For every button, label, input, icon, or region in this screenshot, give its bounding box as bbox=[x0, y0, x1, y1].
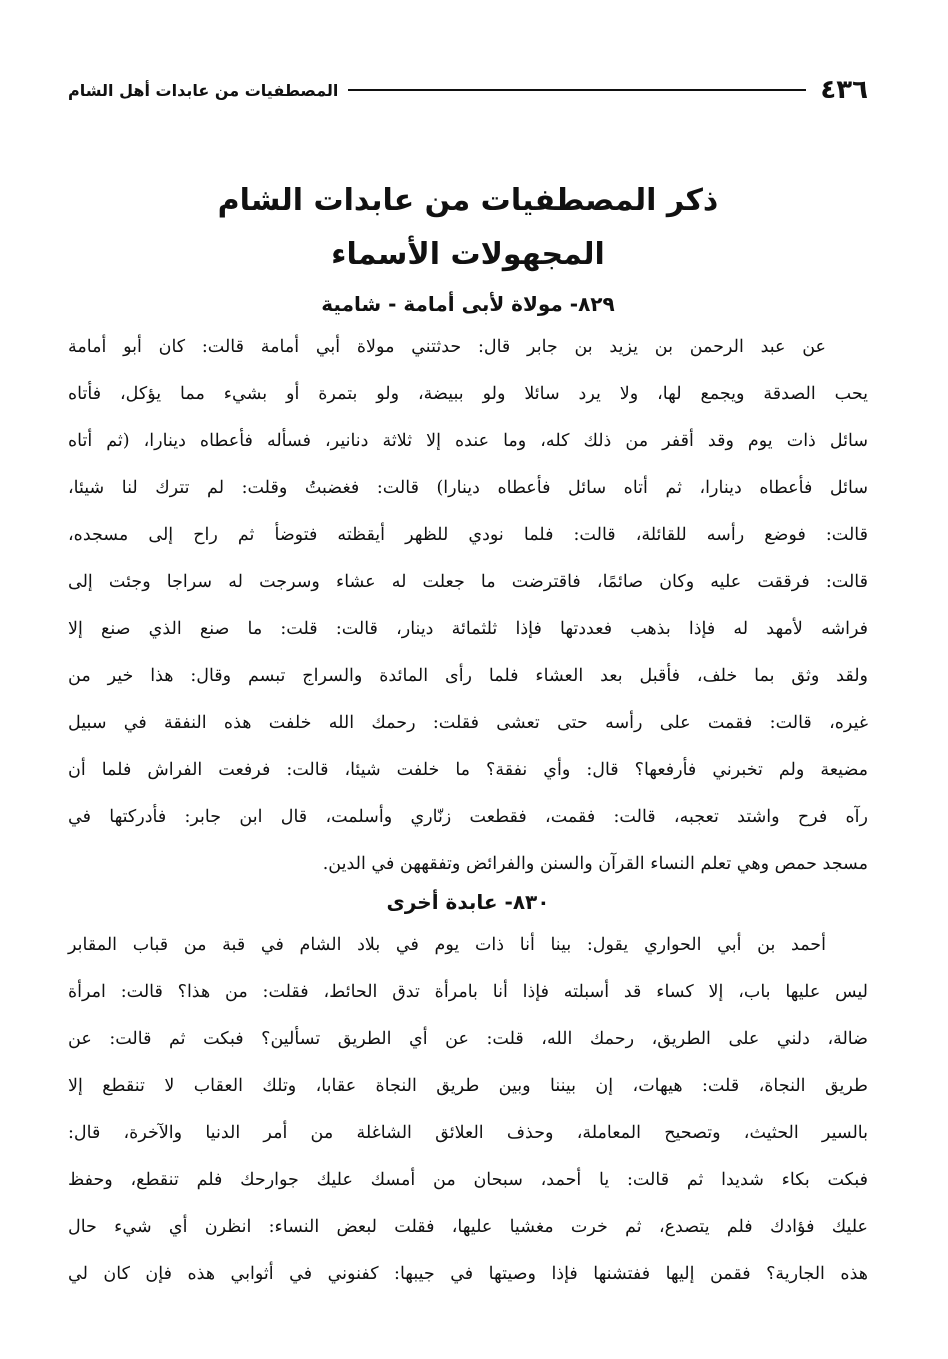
entry-heading-830: ٨٣٠- عابدة أخرى bbox=[386, 890, 550, 914]
text-line: ضالة، دلني على الطريق، رحمك الله، قلت: عن أي الطريق تسألين؟ فبكت ثم قالت: عن bbox=[68, 1029, 868, 1049]
text-line: ولقد وثق بما خلف، فأقبل بعد العشاء فلما رأى المائدة والسراج تبسم وقال: هذا خير من bbox=[68, 666, 868, 686]
header-rule bbox=[348, 89, 806, 91]
text-line: ليس عليها باب، إلا كساء قد أسبلته فإذا أنا بامرأة تدق الحائط، فقلت: من هذا؟ قالت: امرأة bbox=[68, 982, 868, 1002]
text-line: مسجد حمص وهي تعلم النساء القرآن والسنن والفرائض وتفقههن في الدين. bbox=[322, 854, 868, 874]
text-line: رآه فرح واشتد تعجبه، قالت: فقمت، فقطعت زنّاري وأسلمت، قال ابن جابر: فأدركتها في bbox=[68, 807, 868, 827]
text-line: هذه الجارية؟ فقمن إليها ففتشنها فإذا وصيتها في جيبها: كفنوني في أثوابي هذه فإن كان لي bbox=[68, 1264, 868, 1284]
chapter-title bbox=[68, 174, 868, 282]
entry-text-830 bbox=[68, 922, 868, 1298]
text-line: فراشه لأمهد له فإذا بذهب فعددتها فإذا ثلثمائة دينار، قالت: قلت: ما صنع الذي صنع إلا bbox=[68, 619, 868, 639]
running-header bbox=[68, 70, 868, 110]
text-line: فبكت بكاء شديدا ثم قالت: يا أحمد، سبحان من أمسك عليك جوارحك فلم تنقطع، وحفظ bbox=[68, 1170, 868, 1190]
running-title: المصطفيات من عابدات أهل الشام bbox=[68, 80, 339, 100]
entry-heading-829: ٨٢٩- مولاة لأبى أمامة - شامية bbox=[321, 292, 615, 316]
text-line: يحب الصدقة ويجمع لها، ولا يرد سائلا ولو ببيضة، ولو بتمرة أو بشيء مما يؤكل، فأتاه bbox=[68, 384, 868, 404]
text-line: سائل فأعطاه دينارا، ثم أتاه سائل فأعطاه دينارا) قالت: فغضبتُ وقلت: لم تترك لنا شيئا، bbox=[68, 478, 868, 498]
text-line: أحمد بن أبي الحواري يقول: بينا أنا ذات يوم في بلاد الشام في قبة من قباب المقابر bbox=[68, 935, 826, 955]
entry-text-829 bbox=[68, 324, 868, 888]
text-line: طريق النجاة، قلت: هيهات، إن بيننا وبين طريق النجاة عقابا، وتلك العقاب لا تنقطع إلا bbox=[68, 1076, 868, 1096]
book-page bbox=[68, 70, 868, 1298]
page-number: ٤٣٦ bbox=[820, 75, 868, 105]
text-line: مضيعة ولم تخبرني فأرفعها؟ قال: وأي نفقة؟ ما خلفت شيئا، قالت: فرفعت الفراش فلما أن bbox=[68, 760, 868, 780]
text-line: غيره، قالت: فقمت على رأسه حتى تعشى فقلت: رحمك الله خلفت هذه النفقة في سبيل bbox=[68, 713, 868, 733]
text-line: عليك فؤادك فلم يتصدع، ثم خرت مغشيا عليها، فقلت لبعض النساء: انظرن أي شيء حال bbox=[68, 1217, 868, 1237]
text-line: قالت: فوضع رأسه للقائلة، قالت: فلما نودي للظهر أيقظته فتوضأ ثم راح إلى مسجده، bbox=[68, 525, 868, 545]
text-line: قالت: فرققت عليه وكان صائمًا، فاقترضت ما جعلت له عشاء وسرجت له سراجا وجئت إلى bbox=[68, 572, 868, 592]
text-line: عن عبد الرحمن بن يزيد بن جابر قال: حدثتني مولاة أبي أمامة قالت: كان أبو أمامة bbox=[68, 337, 826, 357]
text-line: بالسير الحثيث، وتصحيح المعاملة، وحذف العلائق الشاغلة من أمر الدنيا والآخرة، قال: bbox=[68, 1123, 868, 1143]
text-line: سائل ذات يوم وقد أقفر من ذلك كله، وما عنده إلا ثلاثة دنانير، فسأله فأعطاه دينارا، (ثم أتاه bbox=[68, 431, 868, 451]
chapter-title-line-2: المجهولات الأسماء bbox=[331, 237, 605, 272]
chapter-title-line-1: ذكر المصطفيات من عابدات الشام bbox=[217, 183, 719, 218]
